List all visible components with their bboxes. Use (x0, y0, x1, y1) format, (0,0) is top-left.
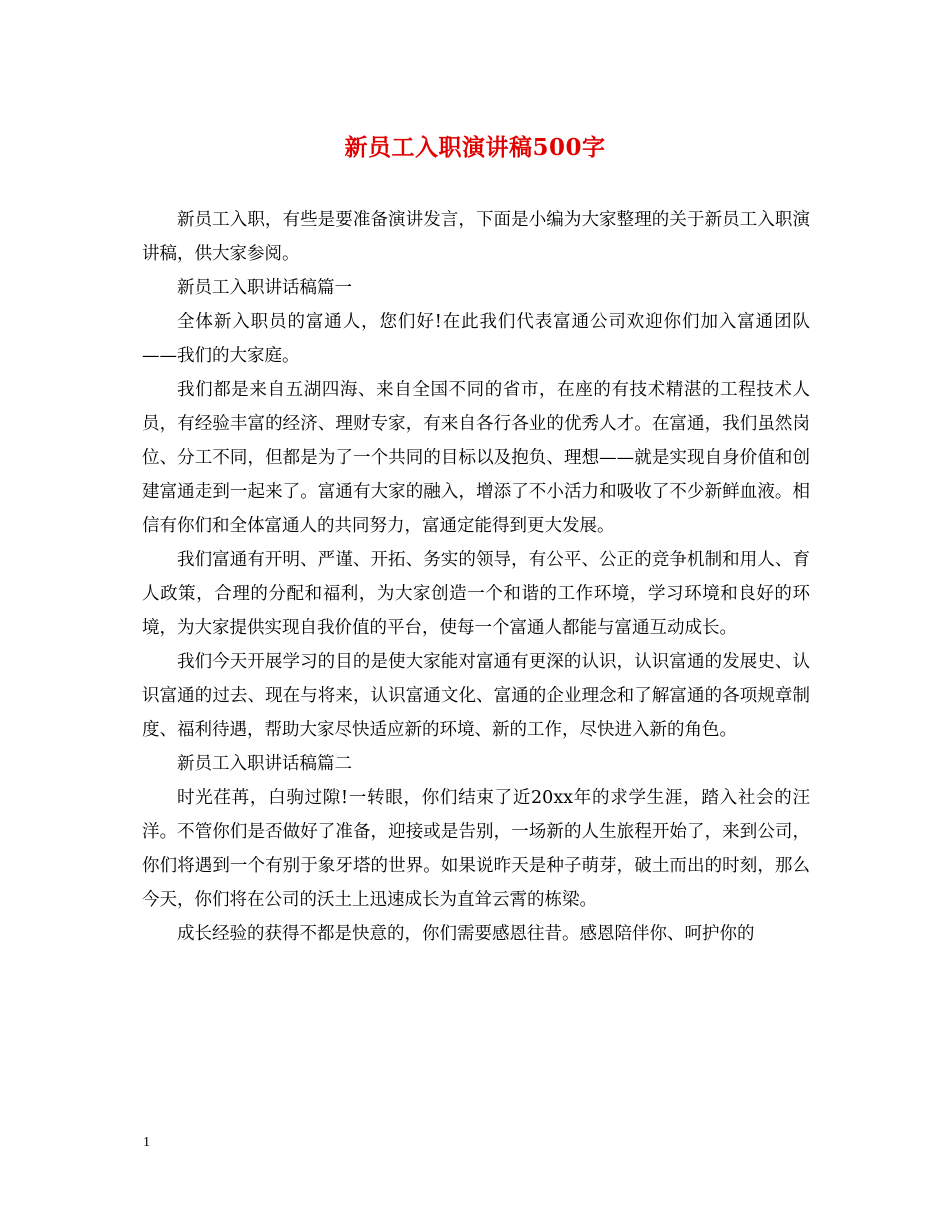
body-paragraph: 全体新入职员的富通人，您们好!在此我们代表富通公司欢迎你们加入富通团队——我们的大家庭。 (142, 312, 810, 366)
document-body (142, 203, 810, 951)
page-number: 1 (143, 1135, 150, 1150)
intro-paragraph: 新员工入职，有些是要准备演讲发言，下面是小编为大家整理的关于新员工入职演讲稿，供大家参阅。 (142, 210, 810, 264)
section-heading-2: 新员工入职讲话稿篇二 (177, 754, 352, 774)
body-paragraph: 时光荏苒，白驹过隙!一转眼，你们结束了近20xx年的求学生涯，踏入社会的汪洋。不管你们是否做好了准备，迎接或是告别，一场新的人生旅程开始了，来到公司，你们将遇到一个有别于象牙塔的世界。如果说昨天是种子萌芽，破土而出的时刻，那么今天，你们将在公司的沃土上迅速成长为直耸云霄的栋梁。 (142, 788, 810, 910)
page-title: 新员工入职演讲稿500字 (344, 134, 606, 161)
body-paragraph: 成长经验的获得不都是快意的，你们需要感恩往昔。感恩陪伴你、呵护你的 (177, 924, 755, 944)
body-paragraph: 我们都是来自五湖四海、来自全国不同的省市，在座的有技术精湛的工程技术人员，有经验丰富的经济、理财专家，有来自各行各业的优秀人才。在富通，我们虽然岗位、分工不同，但都是为了一个共同的目标以及抱负、理想——就是实现自身价值和创建富通走到一起来了。富通有大家的融入，增添了不小活力和吸收了不少新鲜血液。相信有你们和全体富通人的共同努力，富通定能得到更大发展。 (142, 380, 810, 536)
body-paragraph: 我们富通有开明、严谨、开拓、务实的领导，有公平、公正的竞争机制和用人、育人政策，合理的分配和福利，为大家创造一个和谐的工作环境，学习环境和良好的环境，为大家提供实现自我价值的平台，使每一个富通人都能与富通互动成长。 (142, 550, 810, 638)
body-paragraph: 我们今天开展学习的目的是使大家能对富通有更深的认识，认识富通的发展史、认识富通的过去、现在与将来，认识富通文化、富通的企业理念和了解富通的各项规章制度、福利待遇，帮助大家尽快适应新的环境、新的工作，尽快进入新的角色。 (142, 652, 810, 740)
section-heading-1: 新员工入职讲话稿篇一 (177, 278, 352, 298)
